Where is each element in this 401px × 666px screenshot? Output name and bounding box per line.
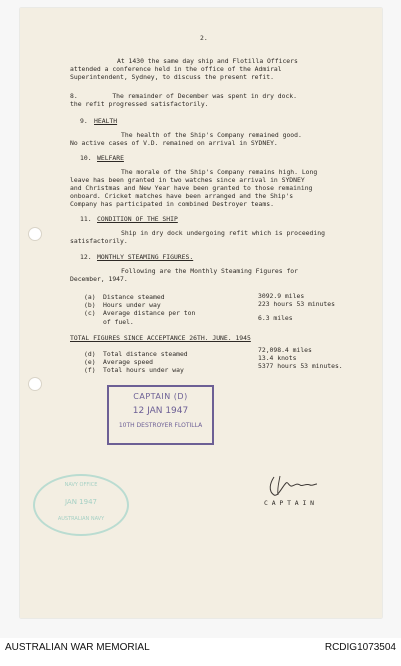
body-line: 8. The remainder of December was spent in dry dock. [70, 92, 298, 100]
section-heading-condition: CONDITION OF THE SHIP [97, 215, 178, 223]
body-line: the refit progressed satisfactorily. [70, 100, 209, 108]
body-line: attended a conference held in the office of the Admiral [70, 65, 282, 73]
seal-line: JAN 1947 [64, 498, 97, 506]
figure-value: 72,098.4 miles [258, 346, 312, 354]
captain-signature [262, 473, 322, 501]
receipt-seal [33, 474, 129, 536]
body-line: leave has been granted in two watches since arrival in SYDNEY [70, 176, 305, 184]
body-line: At 1430 the same day ship and Flotilla Officers [117, 57, 298, 65]
figure-value: 223 hours 53 minutes [258, 300, 335, 308]
figure-value: 6.3 miles [258, 314, 293, 322]
body-line: Company has participated in combined Destroyer teams. [70, 200, 274, 208]
figure-label: Average speed [103, 358, 154, 366]
figure-label: of fuel. [103, 318, 134, 326]
figure-value: 13.4 knots [258, 354, 297, 362]
figure-label: Average distance per ton [103, 309, 196, 317]
figure-label: Hours under way [103, 301, 161, 309]
footer-id: RCDIG1073504 [324, 642, 396, 653]
seal-line: NAVY OFFICE [64, 482, 98, 488]
figure-label: Total hours under way [103, 366, 184, 374]
body-line: onboard. Cricket matches have been arranged and the Ship's [70, 192, 294, 200]
punch-hole [28, 227, 42, 241]
figure-key: (b) [84, 301, 96, 309]
body-line: The morale of the Ship's Company remains high. Long [121, 168, 318, 176]
body-line: No active cases of V.D. remained on arrival in SYDNEY. [70, 139, 278, 147]
figure-label: Distance steamed [103, 293, 165, 301]
body-line: Superintendent, Sydney, to discuss the present refit. [70, 73, 274, 81]
figure-value: 3092.9 miles [258, 292, 305, 300]
figure-key: (d) [84, 350, 96, 358]
body-line: The health of the Ship's Company remained good. [121, 131, 302, 139]
stamp-unit: 10TH DESTROYER FLOTILLA [118, 422, 203, 429]
figure-key: (f) [84, 366, 96, 374]
section-heading-totals: TOTAL FIGURES SINCE ACCEPTANCE 26TH. JUNE. 1945 [70, 334, 251, 342]
section-heading-welfare: WELFARE [97, 154, 124, 162]
punch-hole [28, 377, 42, 391]
section-number: 12. [80, 253, 92, 261]
section-heading-steaming: MONTHLY STEAMING FIGURES. [97, 253, 194, 261]
section-number: 11. [80, 215, 92, 223]
stamp-title: CAPTAIN (D) [133, 392, 188, 401]
body-line: Following are the Monthly Steaming Figures for [121, 267, 298, 275]
seal-line: AUSTRALIAN NAVY [57, 516, 105, 522]
body-line: satisfactorily. [70, 237, 128, 245]
body-line: December, 1947. [70, 275, 128, 283]
page-number: 2. [200, 34, 208, 42]
figure-label: Total distance steamed [103, 350, 188, 358]
stamp-date: 12 JAN 1947 [132, 406, 189, 416]
signature-title: C A P T A I N [264, 499, 315, 507]
section-heading-health: HEALTH [94, 117, 118, 125]
body-line: Ship in dry dock undergoing refit which is proceeding [121, 229, 325, 237]
figure-key: (c) [84, 309, 96, 317]
footer-source: AUSTRALIAN WAR MEMORIAL [5, 642, 150, 653]
section-number: 10. [80, 154, 92, 162]
figure-key: (e) [84, 358, 96, 366]
body-line: and Christmas and New Year have been granted to those remaining [70, 184, 313, 192]
figure-value: 5377 hours 53 minutes. [258, 362, 343, 370]
captain-d-stamp [107, 385, 214, 445]
section-number: 9. [80, 117, 88, 125]
figure-key: (a) [84, 293, 96, 301]
